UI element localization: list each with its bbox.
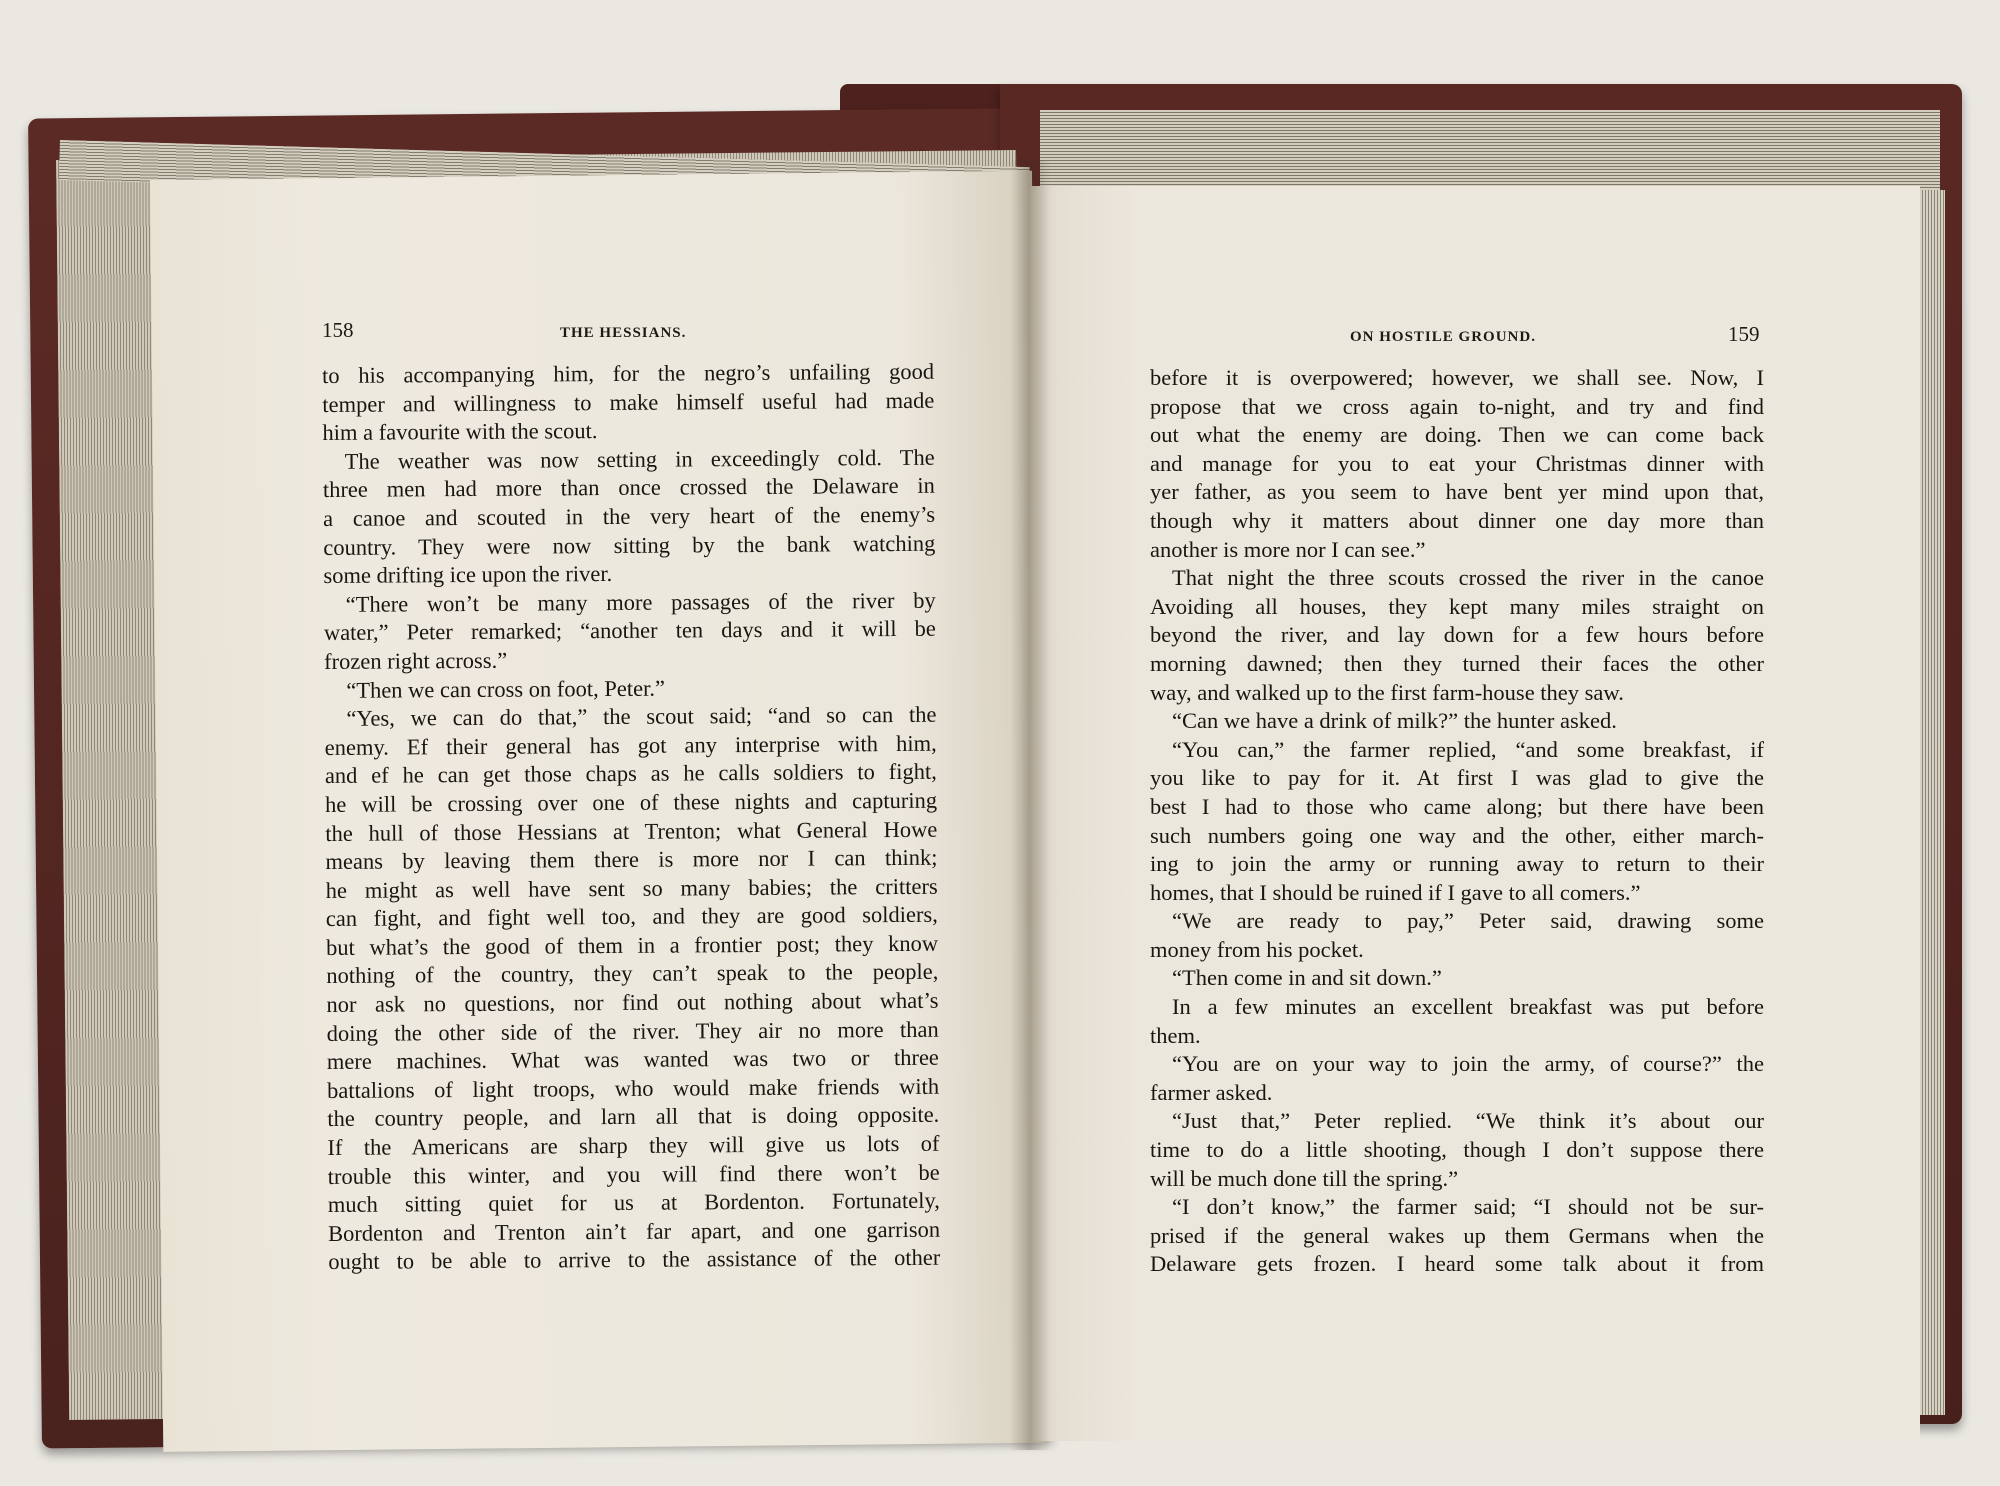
right-running-head: ON HOSTILE GROUND. xyxy=(1350,329,1536,345)
text-line: country. They were now sitting by the bank watching xyxy=(323,530,936,560)
text-line: nothing of the country, they can’t speak to the people, xyxy=(326,959,939,989)
text-line: “Yes, we can do that,” the scout said; “and so can the xyxy=(346,701,937,731)
text-line: will be much done till the spring.” xyxy=(1150,1165,1459,1191)
text-line: them. xyxy=(1150,1022,1201,1048)
text-line: morning dawned; then they turned their faces the other xyxy=(1150,650,1764,676)
text-line: Delaware gets frozen. I heard some talk about it from xyxy=(1150,1251,1764,1277)
text-line: to his accompanying him, for the negro’s unfailing good xyxy=(322,358,935,388)
text-line: farmer asked. xyxy=(1150,1079,1273,1105)
text-line: time to do a little shooting, though I don’t suppose there xyxy=(1150,1137,1764,1163)
book-gutter xyxy=(1010,160,1050,1450)
page-edges-right-top xyxy=(1040,110,1940,190)
text-line: “You can,” the farmer replied, “and some breakfast, if xyxy=(1172,736,1764,762)
text-line: and ef he can get those chaps as he calls soldiers to fight, xyxy=(324,759,937,789)
text-line: some drifting ice upon the river. xyxy=(323,561,613,589)
text-line: “There won’t be many more passages of the river by xyxy=(345,587,936,617)
text-line: homes, that I should be ruined if I gave to all comers.” xyxy=(1150,879,1641,905)
text-line: “We are ready to pay,” Peter said, drawing some xyxy=(1172,908,1764,934)
text-line: you like to pay for it. At first I was glad to give the xyxy=(1150,765,1764,791)
right-page-number: 159 xyxy=(1728,322,1760,346)
text-line: before it is overpowered; however, we shall see. Now, I xyxy=(1150,365,1764,390)
text-line: temper and willingness to make himself useful had made xyxy=(322,387,935,417)
text-line: money from his pocket. xyxy=(1150,936,1364,962)
text-line: can fight, and fight well too, and they are good soldiers, xyxy=(325,901,938,932)
text-line: but what’s the good of them in a frontier post; they know xyxy=(325,930,939,960)
text-line: “You are on your way to join the army, of course?” the xyxy=(1172,1051,1764,1077)
text-line: “Can we have a drink of milk?” the hunter asked. xyxy=(1172,708,1617,734)
text-line: If the Americans are sharp they will give us lots of xyxy=(327,1130,940,1161)
left-page-text xyxy=(322,358,940,1277)
text-line: battalions of light troops, who would make friends with xyxy=(326,1073,940,1103)
text-line: three men had more than once crossed the Delaware in xyxy=(322,473,935,503)
text-line: In a few minutes an excellent breakfast was put before xyxy=(1172,994,1764,1020)
text-line: beyond the river, and lay down for a few hours before xyxy=(1150,622,1764,648)
left-page-number: 158 xyxy=(322,318,354,342)
left-running-head: THE HESSIANS. xyxy=(560,325,687,341)
text-line: trouble this winter, and you will find there won’t be xyxy=(327,1159,940,1189)
text-line: water,” Peter remarked; “another ten days and it will be xyxy=(323,616,936,646)
text-line: he might as well have sent so many babies; the critters xyxy=(325,873,938,903)
text-line: “I don’t know,” the farmer said; “I should not be sur- xyxy=(1172,1194,1764,1220)
text-line: frozen right across.” xyxy=(324,647,508,674)
text-line: enemy. Ef their general has got any interprise with him, xyxy=(324,730,937,760)
text-line: the country people, and larn all that is doing opposite. xyxy=(327,1102,940,1132)
text-line: That night the three scouts crossed the river in the canoe xyxy=(1172,565,1764,591)
text-line: yer father, as you seem to have bent yer mind upon that, xyxy=(1150,479,1764,505)
text-line: though why it matters about dinner one day more than xyxy=(1150,507,1764,533)
text-line: “Then come in and sit down.” xyxy=(1172,965,1442,991)
text-line: ing to join the army or running away to return to their xyxy=(1150,851,1764,877)
text-line: he will be crossing over one of these nights and capturing xyxy=(325,787,938,817)
text-line: means by leaving them there is more nor I can think; xyxy=(325,844,938,875)
right-page-text xyxy=(1150,364,1764,1279)
text-line: much sitting quiet for us at Bordenton. Fortunately, xyxy=(327,1187,940,1218)
text-line: the hull of those Hessians at Trenton; what General Howe xyxy=(325,816,938,846)
text-line: Avoiding all houses, they kept many miles straight on xyxy=(1150,593,1764,619)
text-line: a canoe and scouted in the very heart of the enemy’s xyxy=(323,501,936,531)
text-line: such numbers going one way and the other, either march- xyxy=(1150,822,1764,848)
text-line: doing the other side of the river. They air no more than xyxy=(326,1016,939,1046)
text-line: and manage for you to eat your Christmas dinner with xyxy=(1150,450,1764,476)
text-line: “Just that,” Peter replied. “We think it’s about our xyxy=(1172,1108,1764,1134)
text-line: best I had to those who came along; but there have been xyxy=(1150,793,1764,819)
text-line: him a favourite with the scout. xyxy=(322,418,598,446)
text-line: nor ask no questions, nor find out nothing about what’s xyxy=(326,987,939,1018)
text-line: mere machines. What was wanted was two or three xyxy=(326,1044,939,1075)
text-line: another is more nor I can see.” xyxy=(1150,536,1426,562)
text-line: Bordenton and Trenton ain’t far apart, and one garrison xyxy=(327,1216,941,1246)
text-line: The weather was now setting in exceedingly cold. The xyxy=(344,444,935,474)
text-line: ought to be able to arrive to the assistance of the other xyxy=(328,1245,941,1275)
text-line: out what the enemy are doing. Then we can come back xyxy=(1150,422,1764,448)
text-line: propose that we cross again to-night, and try and find xyxy=(1150,393,1764,419)
text-line: “Then we can cross on foot, Peter.” xyxy=(346,675,666,703)
text-line: way, and walked up to the first farm-house they saw. xyxy=(1150,679,1624,705)
text-line: prised if the general wakes up them Germans when the xyxy=(1150,1222,1764,1248)
